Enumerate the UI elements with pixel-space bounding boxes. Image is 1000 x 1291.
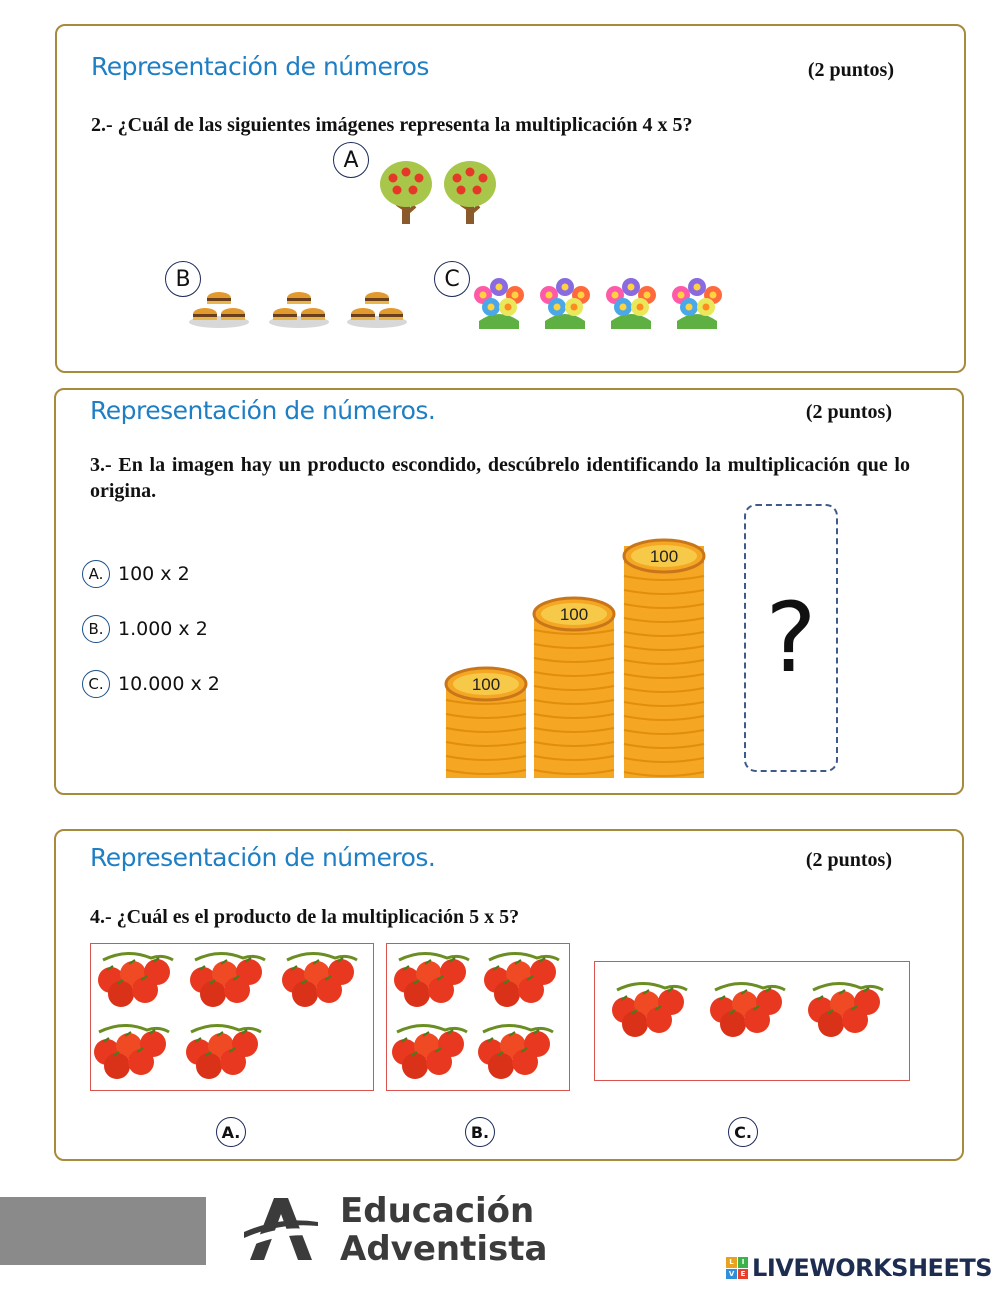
question-text: 2.- ¿Cuál de las siguientes imágenes representa la multiplicación 4 x 5? — [91, 114, 693, 136]
burger-plates-image[interactable] — [189, 288, 414, 332]
option-a-badge: A. — [82, 560, 110, 588]
tomato-option-c-image[interactable] — [594, 961, 910, 1081]
flower-bunches-image[interactable] — [471, 273, 731, 331]
option-b-circle[interactable]: B. — [465, 1117, 495, 1147]
card-title: Representación de números — [91, 52, 429, 81]
option-a-text: 100 x 2 — [118, 563, 190, 585]
liveworksheets-logo[interactable] — [726, 1254, 992, 1282]
apple-trees-image[interactable] — [379, 156, 509, 228]
question-card-3 — [54, 388, 964, 795]
tomato-option-a-image[interactable] — [90, 943, 374, 1091]
option-a-circle[interactable]: A. — [216, 1117, 246, 1147]
liveworksheets-badge-icon: L I V E — [726, 1257, 748, 1279]
coin-stack-small — [446, 668, 526, 778]
educacion-adventista-logo — [244, 1194, 318, 1262]
option-a-circle[interactable]: A — [333, 142, 369, 178]
option-c-text: 10.000 x 2 — [118, 673, 220, 695]
option-b-badge: B. — [82, 615, 110, 643]
question-mark: ? — [765, 582, 817, 694]
brand-line-2: Adventista — [340, 1229, 548, 1269]
coin-stacks-image — [442, 538, 712, 784]
coin-label: 100 — [649, 547, 679, 566]
points-label: (2 puntos) — [805, 849, 892, 871]
question-card-2 — [55, 24, 966, 373]
tomato-option-b-image[interactable] — [386, 943, 570, 1091]
coin-label: 100 — [559, 605, 589, 624]
option-a[interactable] — [82, 560, 190, 588]
option-c-badge: C. — [82, 670, 110, 698]
liveworksheets-text: LIVEWORKSHEETS — [752, 1254, 992, 1282]
question-card-4 — [54, 829, 964, 1161]
points-label: (2 puntos) — [807, 59, 894, 81]
coin-label: 100 — [471, 675, 501, 694]
card-title: Representación de números. — [90, 396, 436, 425]
option-b[interactable] — [82, 615, 208, 643]
hidden-product-box[interactable] — [744, 504, 838, 772]
option-c-circle[interactable]: C. — [728, 1117, 758, 1147]
option-c-circle[interactable]: C — [434, 261, 470, 297]
coin-stack-medium — [534, 598, 614, 778]
footer-gray-bar — [0, 1197, 206, 1265]
brand-line-1: Educación — [340, 1191, 535, 1231]
option-b-text: 1.000 x 2 — [118, 618, 208, 640]
option-b-circle[interactable]: B — [165, 261, 201, 297]
coin-stack-large — [624, 540, 704, 778]
card-title: Representación de números. — [90, 843, 436, 872]
brand-name — [340, 1192, 547, 1268]
question-text: 4.- ¿Cuál es el producto de la multiplicación 5 x 5? — [90, 906, 520, 928]
points-label: (2 puntos) — [805, 401, 892, 423]
question-text: 3.- En la imagen hay un producto escondido, descúbrelo identificando la multiplicación que lo origina. — [90, 454, 910, 502]
option-c[interactable] — [82, 670, 220, 698]
